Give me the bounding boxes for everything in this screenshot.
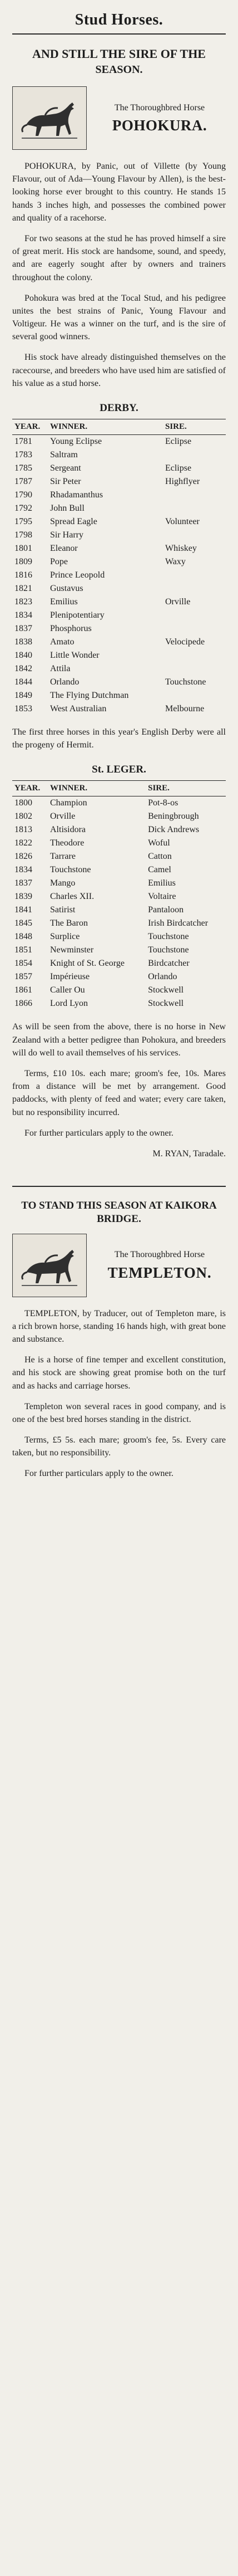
- derby-cell: 1849: [14, 691, 32, 700]
- derby-row: [12, 676, 226, 689]
- stleger-cell: 1800: [14, 798, 32, 808]
- derby-cell: Velocipede: [165, 637, 205, 647]
- derby-winner-header: WINNER.: [48, 419, 163, 435]
- templeton-paragraph: Terms, £5 5s. each mare; groom's fee, 5s. Every care taken, but no responsibility.: [12, 1435, 226, 1458]
- templeton-paragraph: TEMPLETON, by Traducer, out of Templeton mare, is a rich brown horse, standing 16 hands high, with great bone and substance.: [12, 1308, 226, 1344]
- stleger-cell: Touchstone: [148, 945, 189, 955]
- derby-cell: Saltram: [50, 450, 78, 460]
- derby-cell: Eleanor: [50, 544, 78, 553]
- derby-cell: Amato: [50, 637, 75, 647]
- derby-row: [12, 649, 226, 662]
- derby-cell: John Bull: [50, 504, 85, 513]
- stleger-row: [12, 970, 226, 984]
- stleger-cell: 1866: [14, 999, 32, 1009]
- stleger-cell: 1813: [14, 825, 32, 835]
- stleger-note: As will be seen from the above, there is no horse in New Zealand with a better pedigree than Pohokura, and breeders will do well to avail themselves of his services.: [12, 1022, 226, 1058]
- body-paragraph: His stock have already distinguished themselves on the racecourse, and breeders who have used him are satisfied of his value as a stud horse.: [12, 353, 226, 388]
- stleger-sire-header: SIRE.: [146, 781, 226, 796]
- derby-cell: 1785: [14, 463, 32, 473]
- derby-title: DERBY.: [100, 402, 138, 414]
- stleger-cell: Stockwell: [148, 985, 184, 995]
- derby-cell: Attila: [50, 664, 71, 673]
- derby-year-header: YEAR.: [12, 419, 48, 435]
- templeton-descriptor: The Thoroughbred Horse: [114, 1250, 205, 1260]
- stleger-cell: 1845: [14, 918, 32, 928]
- derby-row: [12, 435, 226, 449]
- stleger-cell: 1854: [14, 959, 32, 969]
- templeton-header: [12, 1234, 226, 1297]
- stleger-cell: Pot-8-os: [148, 798, 178, 808]
- stleger-cell: 1839: [14, 892, 32, 902]
- masthead: Stud Horses.: [12, 8, 226, 35]
- derby-row: [12, 569, 226, 582]
- derby-cell: 1837: [14, 624, 32, 633]
- stleger-cell: Woful: [148, 838, 170, 848]
- derby-cell: 1842: [14, 664, 32, 673]
- stleger-cell: Emilius: [148, 878, 176, 888]
- derby-cell: [163, 488, 226, 502]
- stleger-cell: Pantaloon: [148, 905, 184, 915]
- stleger-cell: Satirist: [50, 905, 76, 915]
- closing-paragraph: For further particulars apply to the owner.: [24, 1128, 173, 1138]
- body-paragraph: For two seasons at the stud he has proved himself a sire of great merit. His stock are handsome, sound, and speedy, and are eagerly sought after by owners and trainers throughout the colony.: [12, 233, 226, 282]
- stleger-cell: Dick Andrews: [148, 825, 200, 835]
- derby-cell: Orville: [165, 597, 191, 607]
- derby-row: [12, 448, 226, 462]
- derby-cell: Waxy: [165, 557, 186, 566]
- stleger-cell: Mango: [50, 878, 76, 888]
- derby-cell: 1809: [14, 557, 32, 566]
- derby-cell: [163, 662, 226, 676]
- stleger-winner-header: WINNER.: [48, 781, 146, 796]
- templeton-advertisement: [12, 1199, 226, 1480]
- stleger-cell: Surplice: [50, 932, 80, 942]
- derby-cell: 1834: [14, 610, 32, 620]
- derby-row: [12, 689, 226, 702]
- stleger-row: [12, 863, 226, 877]
- derby-row: [12, 462, 226, 475]
- derby-cell: Highflyer: [165, 477, 200, 486]
- derby-note: The first three horses in this year's English Derby were all the progeny of Hermit.: [12, 727, 226, 750]
- stleger-table-body: [12, 796, 226, 1011]
- stleger-cell: 1857: [14, 972, 32, 982]
- derby-cell: 1783: [14, 450, 32, 460]
- templeton-illustration: [12, 1234, 87, 1297]
- stleger-cell: Caller Ou: [50, 985, 85, 995]
- derby-cell: [163, 649, 226, 662]
- derby-cell: Touchstone: [165, 677, 206, 687]
- derby-cell: Volunteer: [165, 517, 200, 526]
- stleger-cell: Birdcatcher: [148, 959, 190, 969]
- headline-primary: AND STILL THE SIRE OF THE: [32, 47, 206, 61]
- derby-row: [12, 488, 226, 502]
- horse-descriptor: The Thoroughbred Horse: [114, 102, 205, 113]
- stleger-cell: 1861: [14, 985, 32, 995]
- derby-sire-header: SIRE.: [163, 419, 226, 435]
- templeton-headline: TO STAND THIS SEASON AT KAIKORA BRIDGE.: [21, 1200, 217, 1225]
- derby-cell: 1801: [14, 544, 32, 553]
- stleger-cell: Catton: [148, 852, 172, 862]
- derby-row: [12, 555, 226, 569]
- body-paragraph: POHOKURA, by Panic, out of Villette (by Young Flavour, out of Ada—Young Flavour by Allen), is the best-looking horse ever brought to this country. He stands 15 hands 3 inches high, and possesses the combined power and quality of a racehorse.: [12, 162, 226, 223]
- templeton-name: TEMPLETON.: [107, 1264, 212, 1281]
- stleger-cell: Touchstone: [50, 865, 91, 875]
- derby-cell: [163, 448, 226, 462]
- derby-cell: Pope: [50, 557, 68, 566]
- horse-illustration: [12, 86, 87, 150]
- derby-cell: 1790: [14, 490, 32, 500]
- templeton-paragraph: Templeton won several races in good company, and is one of the best bred horses standing in the district.: [12, 1401, 226, 1424]
- stleger-row: [12, 877, 226, 890]
- derby-row: [12, 595, 226, 609]
- stleger-row: [12, 944, 226, 957]
- derby-cell: 1853: [14, 704, 32, 713]
- derby-cell: Whiskey: [165, 544, 197, 553]
- derby-cell: [163, 622, 226, 636]
- derby-row: [12, 636, 226, 649]
- stleger-cell: 1822: [14, 838, 32, 848]
- stleger-row: [12, 810, 226, 823]
- horse-icon: [16, 1239, 83, 1292]
- stleger-cell: Charles XII.: [50, 892, 95, 902]
- headline-secondary: SEASON.: [95, 63, 143, 76]
- stleger-cell: 1837: [14, 878, 32, 888]
- stleger-cell: Beningbrough: [148, 812, 199, 822]
- derby-row: [12, 542, 226, 555]
- stleger-cell: Irish Birdcatcher: [148, 918, 209, 928]
- derby-cell: 1821: [14, 584, 32, 593]
- horse-header: [12, 86, 226, 150]
- stleger-row: [12, 930, 226, 944]
- derby-cell: Eclipse: [165, 463, 192, 473]
- derby-row: [12, 502, 226, 515]
- templeton-title-block: [93, 1234, 226, 1297]
- stleger-cell: 1848: [14, 932, 32, 942]
- stleger-cell: Newminster: [50, 945, 94, 955]
- stleger-title: St. LEGER.: [92, 764, 146, 776]
- derby-cell: Young Eclipse: [50, 437, 102, 446]
- derby-table-body: [12, 435, 226, 716]
- stleger-row: [12, 796, 226, 810]
- derby-row: [12, 609, 226, 622]
- stleger-cell: Champion: [50, 798, 87, 808]
- stleger-cell: Altisidora: [50, 825, 86, 835]
- derby-cell: [163, 569, 226, 582]
- derby-cell: [163, 609, 226, 622]
- stleger-header-row: [12, 781, 226, 796]
- derby-cell: Plenipotentiary: [50, 610, 105, 620]
- stleger-cell: Impérieuse: [50, 972, 90, 982]
- stleger-cell: Camel: [148, 865, 171, 875]
- derby-row: [12, 662, 226, 676]
- pohokura-advertisement: [12, 47, 226, 1160]
- stleger-cell: The Baron: [50, 918, 88, 928]
- stleger-year-header: YEAR.: [12, 781, 48, 796]
- stleger-cell: 1834: [14, 865, 32, 875]
- stleger-cell: Touchstone: [148, 932, 189, 942]
- signature: M. RYAN, Taradale.: [152, 1148, 226, 1159]
- stleger-cell: Orville: [50, 812, 76, 822]
- section-divider: [12, 1186, 226, 1187]
- stleger-row: [12, 903, 226, 917]
- body-paragraph: Pohokura was bred at the Tocal Stud, and his pedigree unites the best strains of Panic, Young Flavour and Voltigeur. He was a winner on the turf, and is the sire of several good winners.: [12, 293, 226, 342]
- derby-cell: 1823: [14, 597, 32, 607]
- derby-cell: [163, 582, 226, 595]
- stleger-cell: Stockwell: [148, 999, 184, 1009]
- derby-cell: 1840: [14, 651, 32, 660]
- templeton-paragraph: For further particulars apply to the owner.: [24, 1469, 173, 1479]
- derby-cell: Emilius: [50, 597, 78, 607]
- stleger-cell: 1802: [14, 812, 32, 822]
- derby-cell: Spread Eagle: [50, 517, 97, 526]
- stleger-row: [12, 823, 226, 837]
- derby-cell: West Australian: [50, 704, 107, 713]
- derby-cell: [163, 502, 226, 515]
- derby-cell: Gustavus: [50, 584, 83, 593]
- horse-title-block: [93, 86, 226, 150]
- derby-cell: 1798: [14, 530, 32, 540]
- derby-cell: [163, 689, 226, 702]
- stleger-table: [12, 780, 226, 1010]
- horse-icon: [16, 91, 83, 145]
- derby-row: [12, 515, 226, 529]
- derby-cell: The Flying Dutchman: [50, 691, 129, 700]
- stleger-cell: 1851: [14, 945, 32, 955]
- derby-cell: Sir Harry: [50, 530, 83, 540]
- derby-cell: 1792: [14, 504, 32, 513]
- stleger-row: [12, 850, 226, 863]
- derby-cell: Sergeant: [50, 463, 81, 473]
- derby-cell: Sir Peter: [50, 477, 81, 486]
- derby-row: [12, 475, 226, 488]
- derby-cell: Eclipse: [165, 437, 192, 446]
- horse-name: POHOKURA.: [112, 117, 207, 134]
- derby-row: [12, 582, 226, 595]
- stleger-row: [12, 957, 226, 970]
- stleger-cell: Tarrare: [50, 852, 76, 862]
- closing-paragraph: Terms, £10 10s. each mare; groom's fee, 10s. Mares from a distance will be met by arrangement. Good paddocks, with plenty of feed and water; every care taken, but no responsibility incurred.: [12, 1068, 226, 1117]
- derby-cell: 1795: [14, 517, 32, 526]
- derby-row: [12, 702, 226, 716]
- derby-row: [12, 622, 226, 636]
- templeton-paragraph: He is a horse of fine temper and excellent constitution, and his stock are showing great promise both on the turf and as hacks and carriage horses.: [12, 1355, 226, 1391]
- derby-cell: 1838: [14, 637, 32, 647]
- derby-cell: 1844: [14, 677, 32, 687]
- derby-cell: Prince Leopold: [50, 570, 105, 580]
- stleger-cell: Lord Lyon: [50, 999, 88, 1009]
- derby-cell: Melbourne: [165, 704, 205, 713]
- derby-cell: Orlando: [50, 677, 80, 687]
- stleger-row: [12, 890, 226, 903]
- derby-cell: 1787: [14, 477, 32, 486]
- stleger-cell: Knight of St. George: [50, 959, 125, 969]
- derby-cell: Rhadamanthus: [50, 490, 103, 500]
- derby-cell: [163, 529, 226, 542]
- stleger-cell: Orlando: [148, 972, 177, 982]
- derby-row: [12, 529, 226, 542]
- derby-table: [12, 419, 226, 716]
- stleger-row: [12, 837, 226, 850]
- stleger-row: [12, 997, 226, 1010]
- derby-cell: 1781: [14, 437, 32, 446]
- stleger-row: [12, 984, 226, 997]
- derby-header-row: [12, 419, 226, 435]
- stleger-row: [12, 917, 226, 930]
- derby-cell: Phosphorus: [50, 624, 92, 633]
- derby-cell: 1816: [14, 570, 32, 580]
- stleger-cell: 1826: [14, 852, 32, 862]
- stleger-cell: 1841: [14, 905, 32, 915]
- stleger-cell: Theodore: [50, 838, 85, 848]
- derby-cell: Little Wonder: [50, 651, 100, 660]
- stleger-cell: Voltaire: [148, 892, 176, 902]
